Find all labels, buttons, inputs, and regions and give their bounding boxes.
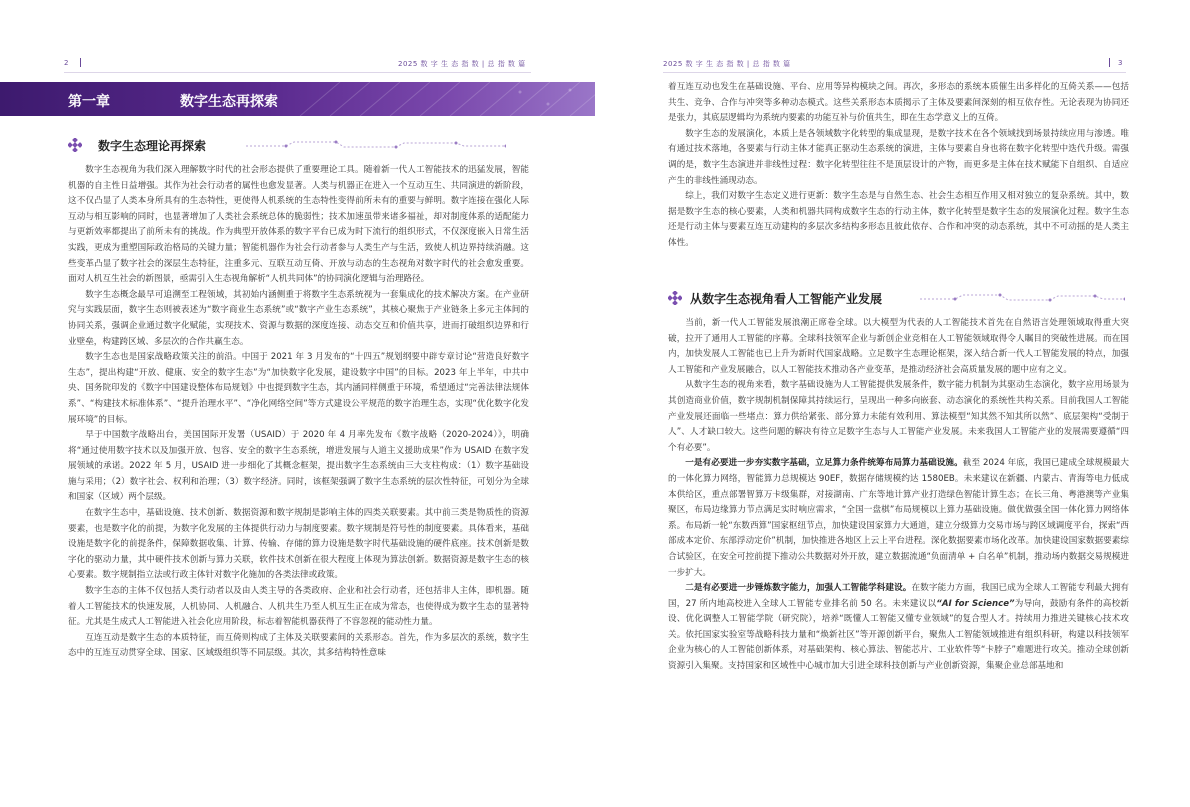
point-text: 在数字能力方面，我国已成为全球人工智能专利最大拥有国，27 所内地高校进入全球人工智能专业排名前 50 名。未来建议以 bbox=[668, 583, 1129, 609]
section-bullet-icon bbox=[668, 291, 682, 305]
section-heading-right bbox=[668, 290, 1128, 308]
paragraph: 数字生态的发展演化，本质上是各领域数字化转型的集成显现，是数字技术在各个领域找到场景持续应用与渗透。唯有通过技术落地，各要素与行动主体才能真正驱动生态系统的演进，主体与要素自身也将在数字化转型中迭代升级。需强调的是，数字生态演进并非线性过程：数字化转型往往不是顶层设计的产物，而更多是主体在技术赋能下自组织、自适应产生的非线性涌现动态。 bbox=[668, 128, 1129, 186]
paragraph: 综上，我们对数字生态定义进行更新：数字生态是与自然生态、社会生态相互作用又相对独立的复杂系统。其中，数据是数字生态的核心要素，人类和机器共同构成数字生态的行动主体，数字化转型是数字生态的发展演化过程。数字生态还是行动主体与要素互连互动建构的多层次多结构多形态且彼此依存、合作和冲突的动态系统，其中不可动摇的是人类主体性。 bbox=[668, 191, 1129, 248]
paragraph: 数字生态也是国家战略政策关注的前沿。中国于 2021 年 3 月发布的“十四五”规划纲要中辟专章讨论“营造良好数字生态”，提出构建“开放、健康、安全的数字生态”为“加快数字化发展，建设数字中国”的目标。2023 年上半年，中共中央、国务院印发的《数字中国建设整体布局规划》中也提到数字生态，其内涵同样侧重于环境，希望通过“完善法律法规体系”、“构建技术标准体系”、“提升治理水平”、“净化网络空间”等方式建设公平规范的数字治理生态，实现“优化数字化发展环境”的目标。 bbox=[68, 352, 529, 425]
paragraph: 着互连互动也发生在基础设施、平台、应用等异构模块之间。再次，多形态的系统本质催生出多样化的互倚关系——包括共生、竞争、合作与冲突等多种动态模式。这些关系形态本质揭示了主体及要素间深刻的相互依存性。无论表现为协同还是张力，其底层逻辑均为系统内要素的功能互补与价值共生，即在生态学意义上的互倚。 bbox=[668, 82, 1129, 124]
chapter-number: 第一章 bbox=[68, 94, 110, 110]
page-number-right: 3 bbox=[1118, 59, 1123, 67]
paragraph: 早于中国数字战略出台，美国国际开发署（USAID）于 2020 年 4 月率先发布《数字战略（2020-2024）》，明确将“通过使用数字技术以及加强开放、包容、安全的数字生态系统，增进发展与人道主义援助成果”作为 USAID 在数字发展领域的承诺。2022 年 5 月，USAID 进一步细化了其概念框架，提出数字生态系统由三大支柱构成：（1）数字基础设施与采用；（2）数字社会、权利和治理；（3）数字经济。同时，该框架强调了数字生态系统的层次性特征，可划分为全球和国家（区域）两个层级。 bbox=[68, 430, 529, 503]
page-number-divider bbox=[1109, 58, 1110, 67]
running-head-left: 2025 数 字 生 态 指 数 | 总 指 数 篇 bbox=[398, 60, 526, 68]
paragraph: 从数字生态的视角来看，数字基础设施为人工智能提供发展条件，数字能力机制为其驱动生态演化，数字应用场景为其创造商业价值，数字规制机制保障其持续运行，呈现出一种多向嵌套、动态演化的系统性共构关系。目前我国人工智能产业发展还面临一些堵点：算力供给紧张、部分算力未能有效利用、算法模型“知其然不知其所以然”、底层架构“受制于人”、人才缺口较大。这些问题的解决有待立足数字生态与人工智能产业发展。未来我国人工智能产业的发展需要遵循“四个有必要”。 bbox=[668, 380, 1129, 453]
running-head-right: 2025 数 字 生 态 指 数 | 总 指 数 篇 bbox=[663, 60, 791, 68]
right-top-text bbox=[668, 80, 1129, 252]
italic-phrase: “AI for Science” bbox=[936, 598, 1015, 609]
chapter-banner bbox=[0, 82, 595, 116]
left-body-text bbox=[68, 163, 529, 662]
section-heading-left bbox=[68, 137, 538, 155]
section-bullet-icon bbox=[68, 138, 82, 152]
dotted-line-decoration bbox=[246, 139, 506, 151]
point-paragraph bbox=[668, 456, 1129, 581]
paragraph: 数字生态视角为我们深入理解数字时代的社会形态提供了重要理论工具。随着新一代人工智能技术的迅猛发展，智能机器的自主性日益增强。其作为社会行动者的属性也愈发显著。人类与机器正在进入一个互动互生、共同演进的新阶段，这不仅凸显了人类本身所具有的生态特性，更使得人机系统的生态特性变得前所未有的重要与鲜明。数字连接在强化人际互动与相互影响的同时，也显著增加了人类社会系统总体的脆弱性；技术加速虽带来诸多福祉，却对制度体系的适配能力与更新效率都提出了前所未有的挑战。作为典型开放体系的数字平台已成为时下流行的组织形式，不仅深度嵌入日常生活实践，更成为重塑国际政治格局的关键力量；智能机器作为社会行动者参与人类生产与生活，致使人机边界持续消融。这些变革凸显了数字社会的深层生态特征，注重多元、互联互动互倚、开放与动态的生态视角对数字时代的社会愈发重要。面对人机互生社会的新图景，亟需引入生态视角解析“人机共同体”的协同演化逻辑与治理路径。 bbox=[68, 165, 529, 285]
right-page bbox=[595, 0, 1190, 807]
header-rule bbox=[64, 72, 531, 73]
paragraph: 数字生态的主体不仅包括人类行动者以及由人类主导的各类政府、企业和社会行动者，还包括非人主体，即机器。随着人工智能技术的快速发展，人机协同、人机融合、人机共生乃至人机互生正在成为常态，也使得成为数字生态的显著特征。尤其是生成式人工智能进入社会化应用阶段，标志着智能机器获得了不容忽视的能动性力量。 bbox=[68, 586, 529, 628]
point-lead: 一是有必要进一步夯实数字基础，立足算力条件统筹布局算力基础设施。 bbox=[685, 458, 963, 469]
section-title-right: 从数字生态视角看人工智能产业发展 bbox=[690, 292, 883, 306]
right-section-text bbox=[668, 316, 1129, 675]
chapter-title: 数字生态再探索 bbox=[180, 94, 278, 110]
point-text: 截至 2024 年底，我国已建成全球规模最大的一体化算力网络，智能算力总规模达 90EF，数据存储规模约达 1580EB。未来建议在新疆、内蒙古、青海等电力低成本供给区，重点部署智算万卡级集群，对接湖南、广东等地计算产业打造绿色智能计算生态；在长三角、粤港澳等产业集聚区，布局边缘算力节点满足实时响应需求，“全国一盘棋”布局规模以上算力基础设施。做优做强全国一体化算力网络体系。布局新一轮“东数西算”国家枢纽节点，加快建设国家算力大通道，建立分级算力交易市场与跨区域调度平台，探索“西部成本定价、东部浮动定价”机制，加快推进各地区上云上平台进程。深化数据要素市场化改革。加快建设国家数据要素综合试验区，在安全可控前提下推动公共数据对外开放，建立数据流通“负面清单 + 白名单”机制，推动场内数据交易规模进一步扩大。 bbox=[668, 458, 1129, 578]
point-lead: 二是有必要进一步锤炼数字能力，加强人工智能学科建设。 bbox=[685, 583, 912, 594]
paragraph: 在数字生态中，基础设施、技术创新、数据资源和数字规制是影响主体的四类关联要素。其中前三类是物质性的资源要素，也是数字化的前提，为数字化发展的主体提供行动力与制度要素。数字规制是符号性的制度要素。具体看来，基础设施是数字化的前提条件，保障数据收集、计算、传输、存储的算力设施是数字时代基础设施的硬件底座。技术创新是数字化的驱动力量，其中硬件技术创新与算力关联，软件技术创新在很大程度上体现为算法创新。数据资源是数字生态的核心要素。数字规制指立法或行政主体针对数字化施加的各类法律或政策。 bbox=[68, 508, 529, 581]
point-paragraph bbox=[668, 581, 1129, 675]
header-rule bbox=[663, 72, 1126, 73]
paragraph: 当前，新一代人工智能发展浪潮正席卷全球。以大模型为代表的人工智能技术首先在自然语言处理领域取得重大突破，拉开了通用人工智能的序幕。全球科技领军企业与新创企业竞相在人工智能领域取得令人瞩目的突破性进展。而在国内，加快发展人工智能也已上升为新时代国家战略。立足数字生态理论框架，深入结合新一代人工智能发展的特点，加强人工智能和产业发展融合，以人工智能技术推动各产业变革，是推动经济社会高质量发展的题中应有之义。 bbox=[668, 318, 1129, 375]
page-number-left: 2 bbox=[64, 59, 69, 67]
dotted-line-decoration bbox=[920, 292, 1125, 304]
paragraph: 互连互动是数字生态的本质特征，而互倚则构成了主体及关联要素间的关系形态。首先，作为多层次的系统，数字生态中的互连互动贯穿全球、国家、区域级组织等不同层级。其次，其多结构特性意味 bbox=[68, 632, 529, 659]
point-text: 为导向，鼓励有条件的高校新设、优化调整人工智能学院（研究院），培养“既懂人工智能又懂专业领域”的复合型人才。持续用力推进关键核心技术攻关。依托国家实验室等战略科技力量和“焕新社区”等开源创新平台，聚焦人工智能领域推进有组织科研，构建以科技领军企业为核心的人工智能创新体系，对基础架构、核心算法、智能芯片、工业软件等“卡脖子”难题进行攻关。推动全球创新资源引入集聚。支持国家和区域性中心城市加大引进全球科技创新与产业创新资源，集聚企业总部基地和 bbox=[668, 598, 1129, 672]
paragraph: 数字生态概念最早可追溯至工程领域，其初始内涵侧重于将数字生态系统视为一套集成化的技术解决方案。在产业研究与实践层面，数字生态则被表述为“数字商业生态系统”或“数字产业生态系统”，其核心聚焦于产业链条上多元主体间的协同关系，强调企业通过数字化赋能，实现技术、资源与数据的深度连接、动态交互和价值共享，进而打破组织边界和行业壁垒，构建跨区域、多层次的合作共赢生态。 bbox=[68, 289, 529, 347]
page-number-divider bbox=[80, 58, 81, 67]
section-title-left: 数字生态理论再探索 bbox=[98, 139, 207, 153]
